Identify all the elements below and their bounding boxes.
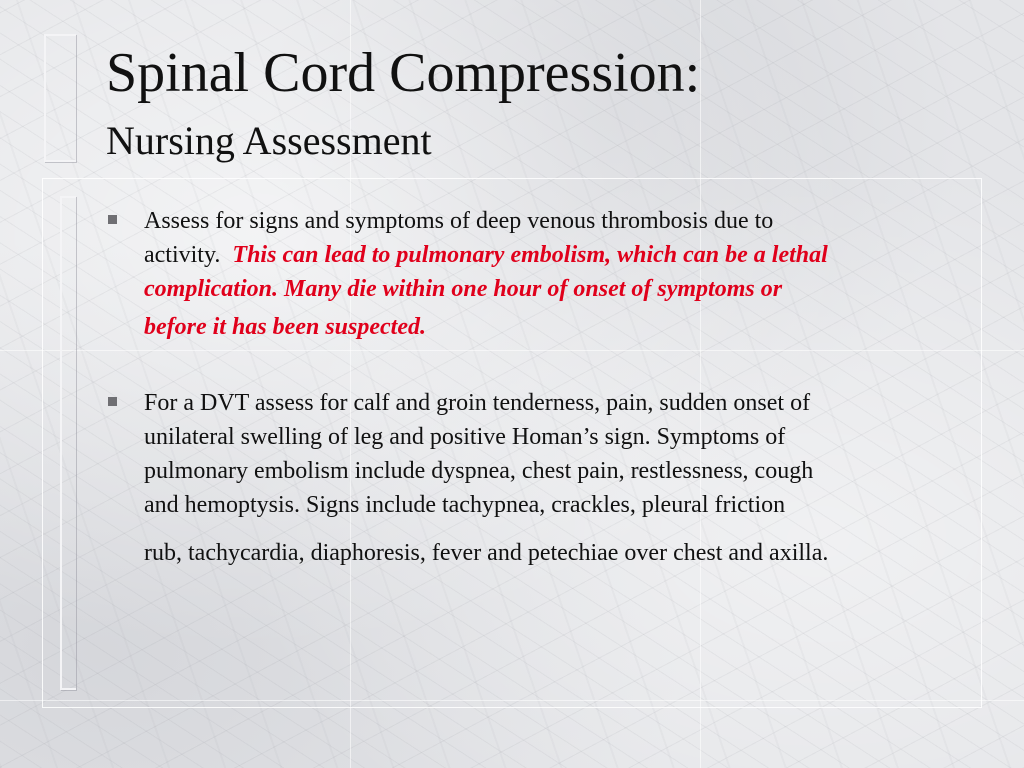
body-bracket-decoration <box>60 196 76 690</box>
bullet-text-line <box>144 238 968 272</box>
emphasis-text: before it has been suspected. <box>144 314 426 340</box>
bullet-text-plain: activity. <box>144 242 221 268</box>
bullet-text-line: and hemoptysis. Signs include tachypnea, crackles, pleural friction <box>144 492 786 518</box>
title-bracket-decoration <box>44 34 76 162</box>
bullet-item-dvt-assessment <box>108 204 968 348</box>
square-bullet-icon <box>108 215 117 224</box>
bullet-item-dvt-symptoms <box>108 386 968 570</box>
bullet-list <box>108 204 968 570</box>
slide-title: Spinal Cord Compression: <box>106 42 701 104</box>
bullet-text-line: For a DVT assess for calf and groin tenderness, pain, sudden onset of <box>144 390 811 416</box>
bullet-text-line: pulmonary embolism include dyspnea, chest pain, restlessness, cough <box>144 458 814 484</box>
slide-subtitle: Nursing Assessment <box>106 118 432 163</box>
bullet-text-line: Assess for signs and symptoms of deep venous thrombosis due to <box>144 208 774 234</box>
emphasis-text: complication. Many die within one hour of onset of symptoms or <box>144 276 783 302</box>
square-bullet-icon <box>108 397 117 406</box>
emphasis-text: This can lead to pulmonary embolism, which can be a lethal <box>232 242 828 268</box>
bullet-text-line: rub, tachycardia, diaphoresis, fever and petechiae over chest and axilla. <box>144 540 829 566</box>
bullet-text-line: unilateral swelling of leg and positive Homan’s sign. Symptoms of <box>144 424 786 450</box>
